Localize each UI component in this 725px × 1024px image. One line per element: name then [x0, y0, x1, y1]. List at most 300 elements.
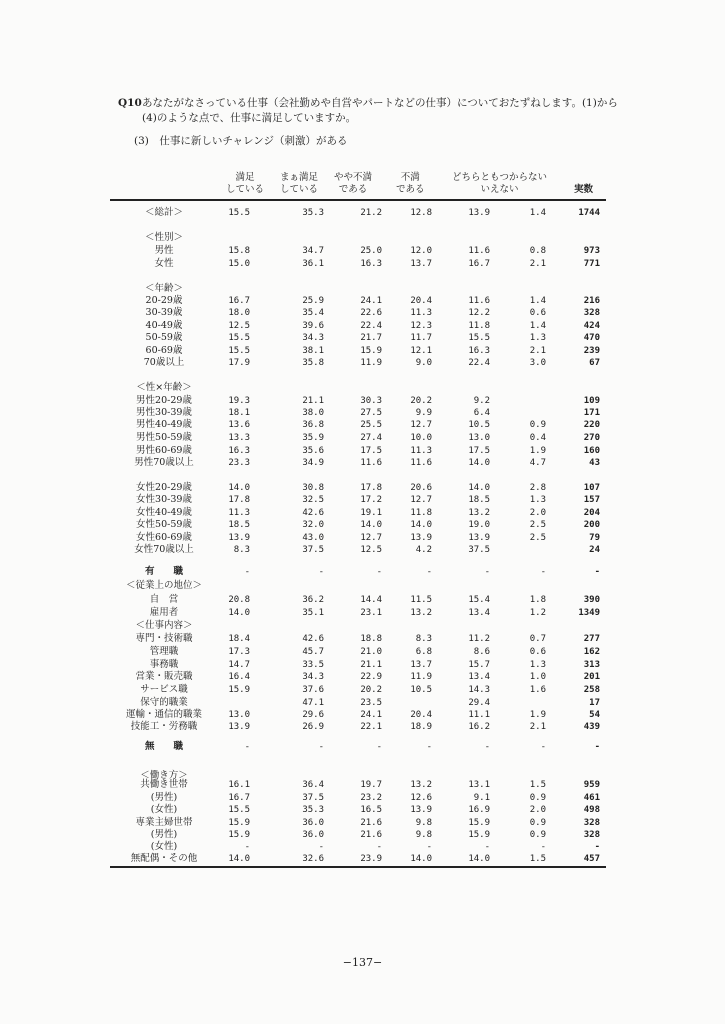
table-cell: -: [244, 742, 250, 752]
row-label: ＜総計＞: [144, 207, 183, 218]
column-header: [226, 172, 264, 196]
column-header: [452, 172, 547, 196]
row-label: 技能工・労務職: [130, 721, 198, 732]
table-cell: 14.7: [228, 660, 250, 670]
row-label: 男性20-29歳: [136, 395, 192, 406]
table-cell: -: [426, 567, 432, 577]
table-cell: 8.3: [233, 545, 250, 555]
row-label: 雇用者: [149, 607, 179, 618]
table-cell: 10.0: [410, 433, 432, 443]
table-cell: 14.0: [468, 854, 490, 864]
table-cell: 1.3: [529, 495, 546, 505]
table-cell: 239: [583, 346, 600, 356]
table-cell: 2.0: [529, 508, 546, 518]
table-cell: 35.3: [302, 208, 324, 218]
table-cell: 13.0: [468, 433, 490, 443]
table-row: [108, 620, 608, 632]
table-cell: 27.5: [360, 408, 382, 418]
table-cell: 37.5: [302, 545, 324, 555]
table-cell: 10.5: [468, 420, 490, 430]
table-cell: 17.9: [228, 358, 250, 368]
row-label: (女性): [150, 804, 178, 815]
table-cell: 1.4: [529, 296, 546, 306]
table-cell: -: [426, 742, 432, 752]
table-cell: 1.8: [529, 595, 546, 605]
row-label: 自 営: [149, 594, 179, 605]
table-row: [108, 482, 608, 494]
row-label: 女性30-39歳: [136, 494, 192, 505]
table-row: [108, 633, 608, 645]
table-cell: 6.4: [473, 408, 490, 418]
table-cell: 11.5: [410, 595, 432, 605]
table-cell: 15.4: [468, 595, 490, 605]
column-header: [574, 184, 593, 196]
table-cell: 21.1: [360, 660, 382, 670]
table-cell: 2.1: [529, 259, 546, 269]
table-cell: 37.5: [302, 793, 324, 803]
table-row: [108, 853, 608, 865]
table-cell: 23.1: [360, 608, 382, 618]
row-label: 男性: [154, 245, 174, 256]
table-cell: 18.0: [228, 308, 250, 318]
table-cell: 15.9: [468, 818, 490, 828]
table-cell: 20.4: [410, 296, 432, 306]
table-cell: 10.5: [410, 685, 432, 695]
row-label: 女性20-29歳: [136, 482, 192, 493]
row-label: (男性): [150, 792, 178, 803]
table-cell: 6.8: [415, 647, 432, 657]
table-cell: 15.9: [228, 818, 250, 828]
table-cell: 1.4: [529, 321, 546, 331]
table-cell: 1.0: [529, 672, 546, 682]
table-cell: 13.9: [228, 533, 250, 543]
table-cell: 37.6: [302, 685, 324, 695]
table-cell: 16.7: [468, 259, 490, 269]
table-row: [108, 684, 608, 696]
table-cell: 0.6: [529, 647, 546, 657]
table-cell: 18.5: [228, 520, 250, 530]
table-cell: 13.1: [468, 780, 490, 790]
table-cell: 14.4: [360, 595, 382, 605]
table-cell: -: [376, 842, 382, 852]
table-cell: 17.8: [360, 483, 382, 493]
column-header-line: している: [280, 184, 319, 195]
table-row: [108, 566, 608, 578]
table-cell: 9.9: [415, 408, 432, 418]
table-cell: 1.5: [529, 780, 546, 790]
table-cell: 37.5: [468, 545, 490, 555]
table-cell: 22.1: [360, 722, 382, 732]
table-cell: 12.3: [410, 321, 432, 331]
table-cell: 2.1: [529, 722, 546, 732]
table-cell: 16.9: [468, 805, 490, 815]
table-cell: 30.8: [302, 483, 324, 493]
question-text: あなたがなさっている仕事（会社勤めや自営やパートなどの仕事）についておたずねします。(1)から(4)のような点で、仕事に満足していますか。: [142, 97, 618, 124]
table-row: [108, 245, 608, 257]
table-row: [108, 817, 608, 829]
table-cell: 1349: [578, 608, 600, 618]
row-label: 運輸・通信的職業: [125, 709, 202, 720]
table-cell: 328: [583, 818, 600, 828]
table-cell: 328: [583, 308, 600, 318]
table-cell: 15.8: [228, 246, 250, 256]
table-cell: 12.2: [468, 308, 490, 318]
table-cell: 79: [589, 533, 600, 543]
table-cell: 0.6: [529, 308, 546, 318]
table-row: [108, 721, 608, 733]
table-cell: 1744: [578, 208, 600, 218]
column-header-line: まぁ満足: [280, 172, 319, 183]
table-row: [108, 507, 608, 519]
row-label: (男性): [150, 829, 178, 840]
table-cell: 13.7: [410, 259, 432, 269]
table-cell: 21.0: [360, 647, 382, 657]
table-cell: 42.6: [302, 508, 324, 518]
table-cell: 11.1: [468, 710, 490, 720]
table-cell: -: [318, 842, 324, 852]
table-cell: 9.8: [415, 818, 432, 828]
table-cell: -: [540, 567, 546, 577]
table-row: [108, 671, 608, 683]
table-cell: 9.0: [415, 358, 432, 368]
table-cell: 1.9: [529, 710, 546, 720]
table-cell: 11.6: [468, 246, 490, 256]
table-row: [108, 779, 608, 791]
table-cell: -: [484, 842, 490, 852]
table-cell: 9.2: [473, 396, 490, 406]
row-label: 40-49歳: [145, 320, 183, 331]
table-cell: 20.2: [410, 396, 432, 406]
table-cell: 20.6: [410, 483, 432, 493]
table-cell: 21.7: [360, 333, 382, 343]
table-cell: 32.6: [302, 854, 324, 864]
table-cell: 23.9: [360, 854, 382, 864]
table-cell: 270: [583, 433, 600, 443]
column-header: [396, 172, 425, 196]
table-cell: 1.5: [529, 854, 546, 864]
table-cell: 29.4: [468, 698, 490, 708]
table-cell: 13.6: [228, 420, 250, 430]
table-cell: 12.0: [410, 246, 432, 256]
table-cell: 457: [583, 854, 600, 864]
table-cell: 23.2: [360, 793, 382, 803]
sub-question: (3) 仕事に新しいチャレンジ（刺激）がある: [134, 135, 348, 147]
table-cell: 498: [583, 805, 600, 815]
table-cell: -: [594, 842, 600, 852]
table-cell: 19.0: [468, 520, 490, 530]
row-label: 男性30-39歳: [136, 407, 192, 418]
table-cell: 17: [589, 698, 600, 708]
table-cell: 13.7: [410, 660, 432, 670]
table-cell: 13.9: [228, 722, 250, 732]
table-row: [108, 432, 608, 444]
table-cell: 18.5: [468, 495, 490, 505]
table-cell: 13.9: [410, 533, 432, 543]
table-cell: 22.4: [360, 321, 382, 331]
bottom-rule: [110, 866, 606, 868]
table-cell: 36.8: [302, 420, 324, 430]
table-cell: 14.0: [228, 608, 250, 618]
row-label: 有 職: [144, 566, 183, 577]
table-row: [108, 295, 608, 307]
table-row: [108, 258, 608, 270]
table-cell: 23.5: [360, 698, 382, 708]
table-cell: 424: [583, 321, 600, 331]
row-label: 女性40-49歳: [136, 507, 192, 518]
table-cell: 22.9: [360, 672, 382, 682]
table-cell: 36.1: [302, 259, 324, 269]
table-row: [108, 709, 608, 721]
table-cell: 14.0: [468, 458, 490, 468]
column-header-line: 不満: [400, 172, 420, 183]
table-cell: 11.8: [410, 508, 432, 518]
table-cell: 16.3: [468, 346, 490, 356]
table-cell: 0.4: [529, 433, 546, 443]
table-cell: 34.9: [302, 458, 324, 468]
table-cell: 1.3: [529, 333, 546, 343]
table-cell: -: [594, 567, 600, 577]
table-cell: 25.5: [360, 420, 382, 430]
table-cell: 14.0: [410, 854, 432, 864]
table-cell: 973: [583, 246, 600, 256]
table-cell: 20.8: [228, 595, 250, 605]
table-cell: 200: [583, 520, 600, 530]
table-cell: 220: [583, 420, 600, 430]
page-number: −137−: [342, 956, 383, 969]
table-cell: 38.0: [302, 408, 324, 418]
table-cell: 11.7: [410, 333, 432, 343]
table-cell: 25.0: [360, 246, 382, 256]
table-cell: -: [244, 567, 250, 577]
table-cell: -: [484, 742, 490, 752]
table-cell: 0.7: [529, 634, 546, 644]
row-label: 保守的職業: [140, 697, 188, 708]
table-row: [108, 320, 608, 332]
table-cell: 14.0: [228, 483, 250, 493]
table-cell: 11.2: [468, 634, 490, 644]
table-cell: 45.7: [302, 647, 324, 657]
table-cell: 109: [583, 396, 600, 406]
table-cell: 20.2: [360, 685, 382, 695]
table-cell: 36.4: [302, 780, 324, 790]
table-cell: 22.4: [468, 358, 490, 368]
row-label: 専門・技術職: [135, 633, 193, 644]
table-cell: 15.9: [360, 346, 382, 356]
row-label: 無配偶・その他: [130, 853, 198, 864]
table-cell: 8.3: [415, 634, 432, 644]
row-label: 男性60-69歳: [136, 445, 192, 456]
table-cell: 201: [583, 672, 600, 682]
column-header-line: いえない: [480, 184, 519, 195]
table-cell: 12.7: [410, 420, 432, 430]
table-cell: 9.8: [415, 830, 432, 840]
table-cell: 24: [589, 545, 600, 555]
table-cell: 0.9: [529, 420, 546, 430]
row-label: 営業・販売職: [135, 671, 193, 682]
table-cell: -: [484, 567, 490, 577]
table-cell: 25.9: [302, 296, 324, 306]
table-cell: 13.4: [468, 608, 490, 618]
table-cell: 4.2: [415, 545, 432, 555]
table-row: [108, 841, 608, 853]
table-cell: 3.0: [529, 358, 546, 368]
table-cell: 17.2: [360, 495, 382, 505]
table-cell: 12.8: [410, 208, 432, 218]
row-label: 女性60-69歳: [136, 532, 192, 543]
table-cell: 216: [583, 296, 600, 306]
row-label: サービス職: [140, 684, 188, 695]
table-row: [108, 232, 608, 244]
table-row: [108, 207, 608, 219]
column-header-line: である: [338, 184, 368, 195]
column-header-line: どちらともつからない: [452, 172, 548, 183]
table-cell: 11.9: [410, 672, 432, 682]
table-cell: 15.9: [228, 685, 250, 695]
table-cell: 42.6: [302, 634, 324, 644]
table-cell: 39.6: [302, 321, 324, 331]
table-cell: 14.0: [468, 483, 490, 493]
table-row: [108, 792, 608, 804]
table-cell: 328: [583, 830, 600, 840]
table-cell: 959: [583, 780, 600, 790]
row-label: 男性70歳以上: [134, 457, 194, 468]
table-cell: 1.4: [529, 208, 546, 218]
table-cell: 1.6: [529, 685, 546, 695]
table-cell: 171: [583, 408, 600, 418]
table-cell: 313: [583, 660, 600, 670]
row-label: 専業主婦世帯: [135, 817, 193, 828]
table-row: [108, 697, 608, 709]
table-cell: 11.3: [410, 446, 432, 456]
row-label: 共働き世帯: [140, 779, 188, 790]
table-cell: 439: [583, 722, 600, 732]
header-rule: [110, 199, 606, 201]
table-cell: 0.9: [529, 830, 546, 840]
table-cell: 17.3: [228, 647, 250, 657]
table-cell: 13.2: [468, 508, 490, 518]
table-cell: 11.6: [468, 296, 490, 306]
table-cell: -: [426, 842, 432, 852]
table-row: [108, 804, 608, 816]
table-cell: -: [376, 742, 382, 752]
table-row: [108, 646, 608, 658]
table-cell: 13.2: [410, 608, 432, 618]
table-cell: 204: [583, 508, 600, 518]
row-label: 70歳以上: [143, 357, 185, 368]
table-cell: 18.4: [228, 634, 250, 644]
table-cell: 34.3: [302, 672, 324, 682]
table-row: [108, 580, 608, 592]
table-cell: 258: [583, 685, 600, 695]
table-row: [108, 544, 608, 556]
table-row: [108, 829, 608, 841]
table-cell: 17.8: [228, 495, 250, 505]
table-cell: 36.2: [302, 595, 324, 605]
row-label: ＜従業上の地位＞: [125, 580, 202, 591]
row-label: 20-29歳: [145, 295, 183, 306]
table-cell: 16.3: [228, 446, 250, 456]
table-cell: 4.7: [529, 458, 546, 468]
table-cell: 35.8: [302, 358, 324, 368]
table-row: [108, 332, 608, 344]
table-cell: 18.9: [410, 722, 432, 732]
table-row: [108, 395, 608, 407]
table-cell: 17.5: [468, 446, 490, 456]
table-cell: 470: [583, 333, 600, 343]
column-header-line: している: [226, 184, 265, 195]
table-cell: 11.8: [468, 321, 490, 331]
table-row: [108, 741, 608, 753]
table-cell: 18.8: [360, 634, 382, 644]
table-row: [108, 659, 608, 671]
table-cell: 23.3: [228, 458, 250, 468]
table-cell: 36.0: [302, 818, 324, 828]
table-row: [108, 519, 608, 531]
table-cell: 277: [583, 634, 600, 644]
table-cell: 1.3: [529, 660, 546, 670]
table-row: [108, 607, 608, 619]
table-cell: -: [540, 842, 546, 852]
table-cell: 16.2: [468, 722, 490, 732]
row-label: 男性50-59歳: [136, 432, 192, 443]
table-row: [108, 445, 608, 457]
table-cell: 12.5: [228, 321, 250, 331]
row-label: ＜仕事内容＞: [135, 620, 193, 631]
table-cell: 8.6: [473, 647, 490, 657]
table-cell: 18.1: [228, 408, 250, 418]
table-cell: -: [540, 742, 546, 752]
row-label: 無 職: [144, 741, 183, 752]
table-cell: 20.4: [410, 710, 432, 720]
row-label: 女性70歳以上: [134, 544, 194, 555]
row-label: 50-59歳: [145, 332, 183, 343]
table-cell: 15.9: [468, 830, 490, 840]
row-label: ＜性×年齢＞: [136, 382, 192, 393]
table-cell: -: [376, 567, 382, 577]
table-cell: 13.2: [410, 780, 432, 790]
table-cell: 390: [583, 595, 600, 605]
table-row: [108, 494, 608, 506]
row-label: ＜年齢＞: [144, 283, 183, 294]
table-cell: 2.0: [529, 805, 546, 815]
table-cell: 38.1: [302, 346, 324, 356]
question-number: Q10: [118, 97, 142, 109]
table-cell: 14.0: [410, 520, 432, 530]
table-cell: 29.6: [302, 710, 324, 720]
table-cell: 19.3: [228, 396, 250, 406]
row-label: 事務職: [149, 659, 179, 670]
table-cell: 13.9: [410, 805, 432, 815]
table-cell: -: [318, 567, 324, 577]
table-cell: 16.1: [228, 780, 250, 790]
table-cell: 35.6: [302, 446, 324, 456]
table-cell: 21.6: [360, 818, 382, 828]
row-label: 管理職: [149, 646, 179, 657]
column-header: [280, 172, 318, 196]
table-row: [108, 357, 608, 369]
column-header-line: 満足: [235, 172, 255, 183]
table-row: [108, 345, 608, 357]
table-cell: 14.0: [360, 520, 382, 530]
table-cell: 27.4: [360, 433, 382, 443]
table-cell: 12.5: [360, 545, 382, 555]
table-cell: 0.9: [529, 818, 546, 828]
table-cell: 24.1: [360, 710, 382, 720]
table-cell: 35.9: [302, 433, 324, 443]
table-cell: 2.5: [529, 533, 546, 543]
table-cell: 12.1: [410, 346, 432, 356]
table-cell: 17.5: [360, 446, 382, 456]
